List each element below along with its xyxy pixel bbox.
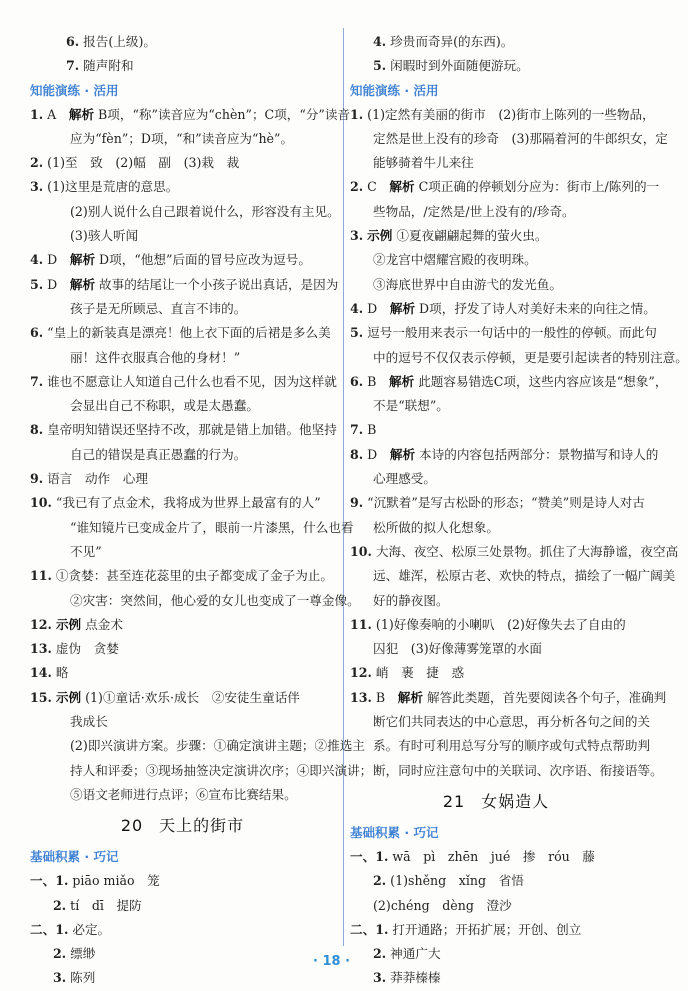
answer-line: 13. 虚伪 贪婪 bbox=[30, 641, 119, 657]
answer-line: 断，同时应注意句中的关联词、次序语、衔接语等。 bbox=[373, 762, 663, 778]
answer-line: 10. “我已有了点金术，我将成为世界上最富有的人” bbox=[30, 495, 321, 511]
answer-line: 15. 示例 (1)①童话·欢乐·成长 ②安徒生童话伴 bbox=[30, 689, 300, 705]
answer-line: 远、雄浑，松原古老、欢快的特点，描绘了一幅广阔美 bbox=[373, 568, 676, 584]
answer-line: 断它们共同表达的中心意思，再分析各句之间的关 bbox=[373, 714, 651, 730]
answer-line: 5. 闲暇时到外面随便游玩。 bbox=[373, 58, 529, 74]
chapter-title: 女娲造人 bbox=[481, 791, 550, 811]
section-heading-basics: 基础积累 · 巧记 bbox=[350, 824, 439, 840]
answer-line: 4. D 解析 D项，抒发了诗人对美好未来的向往之情。 bbox=[350, 300, 656, 316]
chapter-heading-21 bbox=[350, 783, 642, 821]
answer-line: 些物品，/定然是/世上没有的/珍奇。 bbox=[373, 203, 575, 219]
answer-line: “谁知镜片已变成金片了，眼前一片漆黑，什么也看 bbox=[70, 519, 354, 535]
answer-line: 2. (1)至 致 (2)幅 副 (3)栽 裁 bbox=[30, 155, 240, 171]
answer-line: 丽！这件衣服真合他的身材！” bbox=[70, 349, 241, 365]
answer-line: 3. (1)这里是荒唐的意思。 bbox=[30, 179, 179, 195]
answer-line: 7. B bbox=[350, 422, 377, 438]
answer-line: 二、1. 必定。 bbox=[30, 921, 111, 937]
answer-line: 9. “沉默着”是写古松卧的形态；“赞美”则是诗人对古 bbox=[350, 495, 645, 511]
answer-line: 自己的错误是真正愚蠢的行为。 bbox=[70, 446, 247, 462]
answer-line: (3)骇人听闻 bbox=[70, 228, 139, 244]
page-number: · 18 · bbox=[312, 954, 351, 969]
answer-line: 10. 大海、夜空、松原三处景物。抓住了大海静谧，夜空高 bbox=[350, 543, 679, 559]
answer-line: ②龙宫中熠耀宫殿的夜明珠。 bbox=[373, 252, 537, 268]
answer-line: 4. 珍贵而奇异(的东西)。 bbox=[373, 34, 514, 49]
answer-line: (2)chéng dèng 澄沙 bbox=[373, 897, 512, 913]
answer-line: 一、1. wā pì zhēn jué 掺 róu 藤 bbox=[350, 848, 595, 864]
answer-line: 1. (1)定然有美丽的街市 (2)街市上陈列的一些物品， bbox=[350, 106, 655, 122]
answer-line: 松所做的拟人化想象。 bbox=[373, 519, 499, 535]
answer-line: 心理感受。 bbox=[373, 471, 436, 487]
answer-line: 12. 峭 裹 捷 惑 bbox=[350, 665, 465, 681]
answer-line: 9. 语言 动作 心理 bbox=[30, 471, 148, 487]
answer-line: ③海底世界中自由游弋的发光鱼。 bbox=[373, 276, 562, 292]
answer-line: 会显出自己不称职，或是太愚蠢。 bbox=[70, 398, 259, 414]
section-heading-practice: 知能演练 · 活用 bbox=[30, 82, 119, 98]
answer-line: 2. tí dī 提防 bbox=[53, 897, 142, 913]
answer-line: 中的逗号不仅仅表示停顿，更是要引起读者的特别注意。 bbox=[373, 349, 688, 365]
right-answer-lines bbox=[350, 103, 688, 783]
answer-line: 7. 谁也不愿意让人知道自己什么也看不见，因为这样就 bbox=[30, 373, 337, 389]
chapter-title: 天上的街市 bbox=[159, 816, 245, 836]
answer-line: 3. 陈列 bbox=[53, 970, 96, 986]
answer-line: 12. 示例 点金术 bbox=[30, 616, 123, 632]
answer-line: 13. B 解析 解答此类题，首先要阅读各个句子，准确判 bbox=[350, 689, 667, 705]
answer-line: 系。有时可利用总写分写的顺序或句式特点帮助判 bbox=[373, 738, 651, 754]
section-heading-basics: 基础积累 · 巧记 bbox=[30, 849, 119, 865]
answer-line: (2)即兴演讲方案。步骤：①确定演讲主题；②推选主 bbox=[70, 738, 365, 754]
section-heading-practice: 知能演练 · 活用 bbox=[350, 82, 439, 98]
answer-line: 8. D 解析 本诗的内容包括两部分：景物描写和诗人的 bbox=[350, 446, 659, 462]
answer-line: 6. “皇上的新装真是漂亮！他上衣下面的后裙是多么美 bbox=[30, 325, 331, 341]
answer-line: 不见” bbox=[70, 543, 102, 559]
answer-line: 5. 逗号一般用来表示一句话中的一般性的停顿。而此句 bbox=[350, 325, 657, 341]
left-top-lines bbox=[30, 30, 335, 79]
column-divider bbox=[343, 28, 344, 946]
answer-line: 好的静夜图。 bbox=[373, 592, 449, 608]
answer-line: 4. D 解析 D项，“他想”后面的冒号应改为逗号。 bbox=[30, 252, 311, 268]
answer-line: 6. B 解析 此题容易错选C项，这些内容应该是“想象”， bbox=[350, 373, 668, 389]
answer-line: 孩子是无所顾忌、直言不讳的。 bbox=[70, 300, 247, 316]
answer-line: 5. D 解析 故事的结尾让一个小孩子说出真话，是因为 bbox=[30, 276, 339, 292]
answer-line: 11. (1)好像奏响的小喇叭 (2)好像失去了自由的 bbox=[350, 616, 626, 632]
answer-line: 3. 示例 ①夏夜翩翩起舞的萤火虫。 bbox=[350, 228, 548, 244]
answer-line: 二、1. 打开通路；开拓扩展；开创、创立 bbox=[350, 921, 582, 937]
answer-line: 6. 报告(上级)。 bbox=[66, 34, 156, 49]
chapter-number: 21 bbox=[442, 791, 466, 811]
answer-line: 囚犯 (3)好像薄雾笼罩的水面 bbox=[373, 641, 542, 657]
right-column bbox=[350, 30, 688, 991]
answer-line: 定然是世上没有的珍奇 (3)那隔着河的牛郎织女，定 bbox=[373, 130, 668, 146]
answer-line: 11. ①贪婪：甚至连花蕊里的虫子都变成了金子为止。 bbox=[30, 568, 333, 584]
answer-line: 2. 神通广大 bbox=[373, 946, 441, 962]
chapter-heading-20 bbox=[30, 807, 335, 845]
answer-line: 14. 略 bbox=[30, 665, 69, 681]
answer-line: 2. (1)shěng xǐng 省悟 bbox=[373, 873, 524, 889]
answer-line: ②灾害：突然间，他心爱的女儿也变成了一尊金像。 bbox=[70, 592, 360, 608]
answer-line: 一、1. piāo miǎo 笼 bbox=[30, 873, 160, 889]
answer-line: 2. 缥缈 bbox=[53, 946, 96, 962]
answer-line: 2. C 解析 C项正确的停顿划分应为：街市上/陈列的一 bbox=[350, 179, 660, 195]
chapter-number: 20 bbox=[120, 816, 144, 836]
right-top-lines bbox=[350, 30, 642, 79]
answer-line: 3. 莽莽榛榛 bbox=[373, 970, 441, 986]
answer-line: (2)别人说什么自己跟着说什么，形容没有主见。 bbox=[70, 203, 340, 219]
answer-line: 我成长 bbox=[70, 714, 108, 730]
left-bottom-lines bbox=[30, 869, 335, 990]
answer-line: 8. 皇帝明知错误还坚持不改，那就是错上加错。他坚持 bbox=[30, 422, 337, 438]
answer-line: 不是“联想”。 bbox=[373, 398, 449, 414]
answer-line: 应为“fèn”；D项，“和”读音应为“hè”。 bbox=[70, 130, 294, 146]
answer-line: 1. A 解析 B项，“称”读音应为“chèn”；C项，“分”读音 bbox=[30, 106, 351, 122]
answer-line: 持人和评委；③现场抽签决定演讲次序；④即兴演讲； bbox=[70, 762, 373, 778]
answer-line: ⑤语文老师进行点评；⑥宣布比赛结果。 bbox=[70, 786, 297, 802]
answer-line: 7. 随声附和 bbox=[66, 58, 134, 74]
answer-line: 能够骑着牛儿来往 bbox=[373, 155, 474, 171]
